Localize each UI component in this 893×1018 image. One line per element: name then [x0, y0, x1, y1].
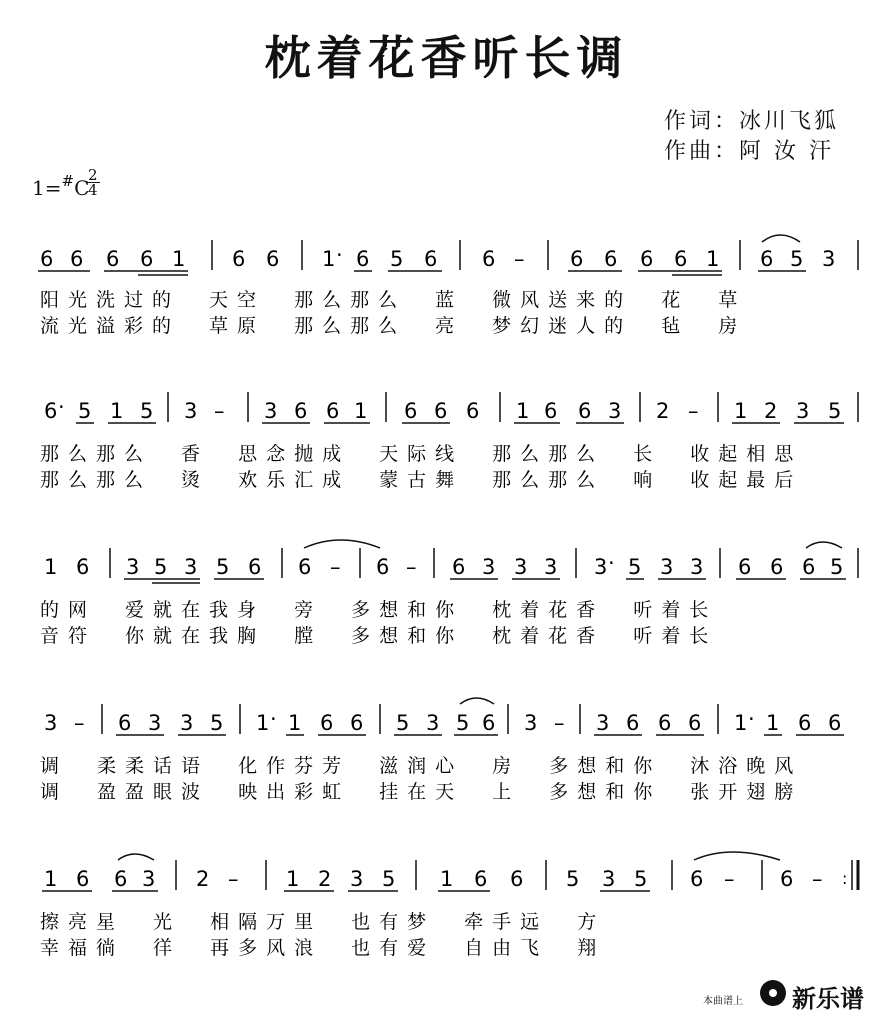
record-logo-icon [760, 980, 786, 1006]
svg-text:6: 6 [106, 247, 120, 271]
svg-text:5: 5 [634, 867, 648, 891]
svg-text:–: – [228, 867, 239, 891]
svg-text:3: 3 [426, 711, 440, 735]
svg-text:3: 3 [822, 247, 836, 271]
svg-text:6: 6 [326, 399, 340, 423]
svg-text:6: 6 [40, 247, 54, 271]
svg-text:6: 6 [780, 867, 794, 891]
svg-text:5: 5 [790, 247, 804, 271]
svg-text:5: 5 [828, 399, 842, 423]
svg-text:6: 6 [482, 711, 496, 735]
lyricist-credit: 作词：冰川飞狐 [664, 109, 840, 134]
svg-text:6: 6 [570, 247, 584, 271]
svg-text:3: 3 [148, 711, 162, 735]
score-line-1 [38, 235, 858, 337]
svg-text:·: · [58, 395, 65, 419]
svg-text:6: 6 [510, 867, 524, 891]
svg-text:6: 6 [688, 711, 702, 735]
svg-text:1: 1 [354, 399, 368, 423]
svg-text:6: 6 [760, 247, 774, 271]
svg-text:6: 6 [640, 247, 654, 271]
svg-text:1: 1 [706, 247, 720, 271]
score-line-5 [40, 852, 858, 959]
lyric-verse-1: 那么那么 香 思念抛成 天际线 那么那么 长 收起相思 [40, 443, 803, 465]
svg-text:3: 3 [142, 867, 156, 891]
svg-text:6: 6 [452, 555, 466, 579]
svg-text:3: 3 [184, 555, 198, 579]
svg-text:6: 6 [424, 247, 438, 271]
svg-text:3: 3 [544, 555, 558, 579]
svg-text:3: 3 [660, 555, 674, 579]
svg-text:1: 1 [44, 555, 58, 579]
svg-text:6: 6 [350, 711, 364, 735]
score-line-2 [40, 392, 858, 491]
svg-text:6: 6 [474, 867, 488, 891]
svg-text:1: 1 [734, 399, 748, 423]
svg-text:6: 6 [114, 867, 128, 891]
brand-logo-text: 新乐谱 [792, 985, 864, 1013]
svg-text:5: 5 [456, 711, 470, 735]
svg-text:3: 3 [602, 867, 616, 891]
notation-row [38, 235, 858, 275]
svg-text:3: 3 [180, 711, 194, 735]
score-line-3 [40, 540, 858, 647]
notation-row [44, 392, 858, 423]
svg-text:5: 5 [628, 555, 642, 579]
svg-text:3: 3 [514, 555, 528, 579]
svg-text:6: 6 [70, 247, 84, 271]
svg-text:3: 3 [184, 399, 198, 423]
svg-text:3: 3 [126, 555, 140, 579]
svg-text:6: 6 [466, 399, 480, 423]
svg-text:1: 1 [734, 711, 748, 735]
svg-text:3: 3 [594, 555, 608, 579]
svg-text:6: 6 [76, 867, 90, 891]
svg-text:5: 5 [154, 555, 168, 579]
svg-text:5: 5 [390, 247, 404, 271]
lyric-verse-1: 的网 爱就在我身 旁 多想和你 枕着花香 听着长 [40, 599, 718, 621]
svg-text:6: 6 [738, 555, 752, 579]
svg-text:–: – [724, 867, 735, 891]
lyric-verse-2: 幸福徜 徉 再多风浪 也有爱 自由飞 翔 [40, 937, 606, 959]
svg-text:6: 6 [232, 247, 246, 271]
svg-text:5: 5 [830, 555, 844, 579]
notation-row [42, 852, 858, 891]
svg-text:1: 1 [256, 711, 270, 735]
lyric-verse-2: 调 盈盈眼波 映出彩虹 挂在天 上 多想和你 张开翅膀 [40, 781, 803, 803]
svg-text:3: 3 [690, 555, 704, 579]
svg-text:6: 6 [658, 711, 672, 735]
svg-text:5: 5 [396, 711, 410, 735]
svg-text:5: 5 [216, 555, 230, 579]
notation-row [44, 540, 858, 583]
score-line-4 [40, 698, 844, 803]
svg-text:2: 2 [196, 867, 210, 891]
svg-text:·: · [336, 243, 343, 267]
footer-source-text: 本曲谱上 [703, 996, 743, 1007]
lyric-verse-1: 阳光洗过的 天空 那么那么 蓝 微风送来的 花 草 [40, 289, 747, 311]
svg-text:5: 5 [78, 399, 92, 423]
svg-text:5: 5 [140, 399, 154, 423]
svg-text:–: – [514, 247, 525, 271]
svg-text:6: 6 [248, 555, 262, 579]
svg-text:1: 1 [172, 247, 186, 271]
lyric-verse-2: 那么那么 烫 欢乐汇成 蒙古舞 那么那么 响 收起最后 [40, 469, 803, 491]
svg-text:·: · [270, 707, 277, 731]
svg-text:·: · [748, 707, 755, 731]
lyric-verse-1: 调 柔柔话语 化作芬芳 滋润心 房 多想和你 沐浴晚风 [40, 755, 803, 777]
song-title: 枕着花香听长调 [264, 31, 629, 85]
svg-text:–: – [812, 867, 823, 891]
svg-text:6: 6 [320, 711, 334, 735]
svg-text:6: 6 [266, 247, 280, 271]
svg-text:3: 3 [482, 555, 496, 579]
svg-text:6: 6 [626, 711, 640, 735]
svg-text:3: 3 [524, 711, 538, 735]
svg-text:·: · [608, 551, 615, 575]
key-signature: 1=#C [32, 172, 90, 200]
svg-text:1: 1 [110, 399, 124, 423]
svg-text:6: 6 [356, 247, 370, 271]
lyric-verse-2: 音符 你就在我胸 膛 多想和你 枕着花香 听着长 [40, 625, 718, 647]
svg-text:6: 6 [544, 399, 558, 423]
svg-text:6: 6 [604, 247, 618, 271]
svg-text:6: 6 [690, 867, 704, 891]
svg-text:1: 1 [440, 867, 454, 891]
svg-text:–: – [74, 711, 85, 735]
svg-text:5: 5 [210, 711, 224, 735]
svg-text:3: 3 [596, 711, 610, 735]
svg-text:1: 1 [286, 867, 300, 891]
notation-row [44, 698, 844, 735]
svg-text:6: 6 [76, 555, 90, 579]
svg-text:6: 6 [294, 399, 308, 423]
svg-text:6: 6 [578, 399, 592, 423]
time-signature: 2 4 [88, 166, 98, 199]
svg-text:6: 6 [802, 555, 816, 579]
svg-text:6: 6 [376, 555, 390, 579]
lyric-verse-2: 流光溢彩的 草原 那么那么 亮 梦幻迷人的 毡 房 [40, 315, 747, 337]
svg-text:1: 1 [516, 399, 530, 423]
svg-text:6: 6 [798, 711, 812, 735]
svg-text:1: 1 [44, 867, 58, 891]
svg-text:6: 6 [828, 711, 842, 735]
svg-text:6: 6 [118, 711, 132, 735]
svg-text:–: – [214, 399, 225, 423]
svg-text:6: 6 [482, 247, 496, 271]
svg-text:–: – [330, 555, 341, 579]
svg-text:5: 5 [382, 867, 396, 891]
svg-text:3: 3 [350, 867, 364, 891]
svg-text:6: 6 [140, 247, 154, 271]
svg-text:1: 1 [322, 247, 336, 271]
svg-text:6: 6 [298, 555, 312, 579]
svg-text:6: 6 [434, 399, 448, 423]
svg-text:6: 6 [404, 399, 418, 423]
svg-text:3: 3 [796, 399, 810, 423]
svg-text:3: 3 [264, 399, 278, 423]
svg-text:5: 5 [566, 867, 580, 891]
svg-text:3: 3 [44, 711, 58, 735]
svg-text:2: 2 [656, 399, 670, 423]
svg-text:2: 2 [764, 399, 778, 423]
svg-text:–: – [406, 555, 417, 579]
svg-text:–: – [554, 711, 565, 735]
svg-text:–: – [688, 399, 699, 423]
svg-text:1: 1 [288, 711, 302, 735]
composer-credit: 作曲：阿 汝 汗 [664, 139, 834, 164]
lyric-verse-1: 擦亮星 光 相隔万里 也有梦 牵手远 方 [40, 911, 606, 933]
svg-text::: : [842, 869, 848, 888]
svg-text:6: 6 [44, 399, 58, 423]
svg-text:2: 2 [318, 867, 332, 891]
svg-text:3: 3 [608, 399, 622, 423]
svg-text:1: 1 [766, 711, 780, 735]
svg-text:6: 6 [674, 247, 688, 271]
svg-text:6: 6 [770, 555, 784, 579]
